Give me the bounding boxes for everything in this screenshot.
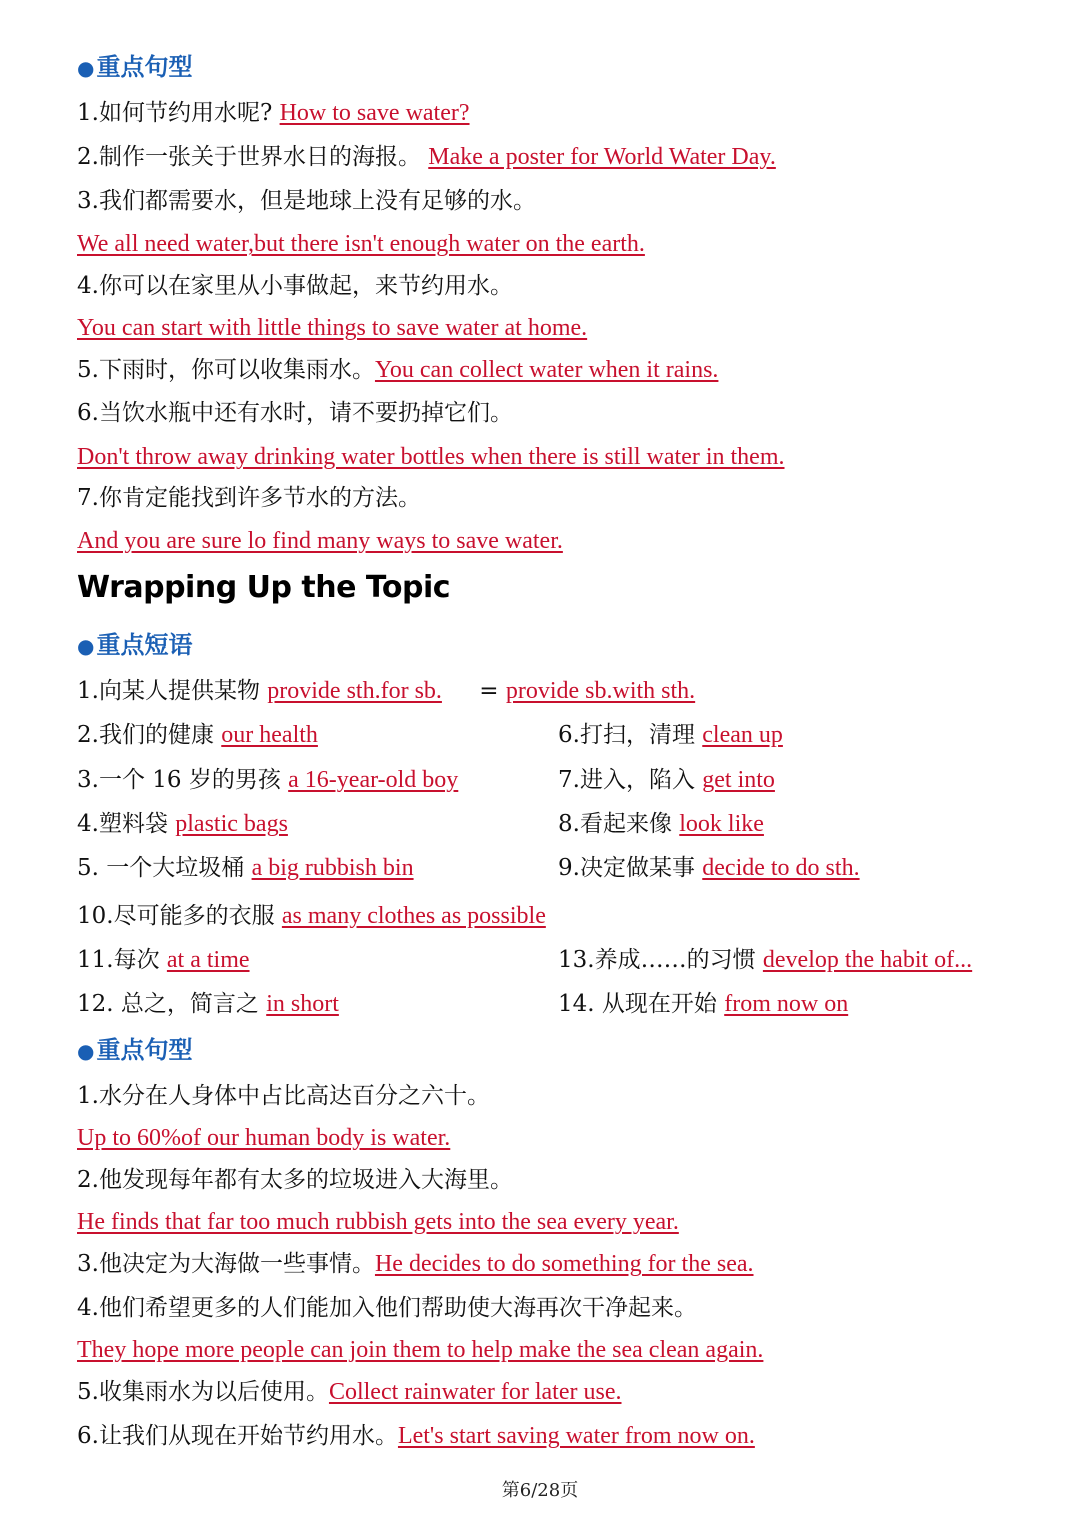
zh-text: 11.每次 xyxy=(77,947,160,973)
en-answer: look like xyxy=(679,811,764,837)
en-answer: He decides to do something for the sea. xyxy=(374,1251,754,1277)
en-answer: We all need water,but there isn't enough water on the earth. xyxy=(77,231,645,257)
en-answer: You can start with little things to save water at home. xyxy=(77,315,588,341)
zh-text: 12. 总之，简言之 xyxy=(77,991,259,1017)
bullet-icon: ● xyxy=(77,1039,95,1063)
en-answer: develop the habit of... xyxy=(762,947,973,973)
sentence-answer xyxy=(77,442,785,472)
en-answer: He finds that far too much rubbish gets into the sea every year. xyxy=(77,1209,679,1235)
zh-text: 10.尽可能多的衣服 xyxy=(77,903,275,929)
phrase-item xyxy=(77,989,339,1019)
en-answer: provide sb.with sth. xyxy=(505,678,696,704)
sentence-item xyxy=(77,1293,697,1323)
heading-text: 重点句型 xyxy=(96,1036,193,1064)
zh-text: 3.他决定为大海做一些事情。 xyxy=(77,1251,375,1277)
en-answer: Up to 60%of our human body is water. xyxy=(77,1125,451,1151)
zh-text: 2.我们的健康 xyxy=(77,722,214,748)
phrase-item xyxy=(77,945,250,975)
en-answer: our health xyxy=(221,722,318,748)
phrase-item xyxy=(558,765,775,795)
en-answer: How to save water? xyxy=(279,100,470,126)
sentence-answer xyxy=(77,229,645,259)
zh-text: 7.你肯定能找到许多节水的方法。 xyxy=(77,485,421,511)
zh-text: 1.向某人提供某物 xyxy=(77,678,260,704)
phrase-item xyxy=(558,853,860,883)
sentence-item xyxy=(77,1081,490,1111)
sentence-item xyxy=(77,1377,622,1407)
phrase-item xyxy=(558,720,783,750)
zh-text: 14. 从现在开始 xyxy=(558,991,717,1017)
section-heading xyxy=(77,630,192,661)
topic-title: Wrapping Up the Topic xyxy=(77,570,451,605)
zh-text: 2.他发现每年都有太多的垃圾进入大海里。 xyxy=(77,1167,513,1193)
sentence-answer xyxy=(77,1207,679,1237)
bullet-icon: ● xyxy=(77,56,95,80)
en-answer: in short xyxy=(266,991,339,1017)
zh-text: 6.打扫，清理 xyxy=(558,722,695,748)
sentence-item xyxy=(77,271,513,301)
sentence-answer xyxy=(77,1335,763,1365)
sentence-item xyxy=(77,186,536,216)
sentence-item xyxy=(77,398,513,428)
phrase-item xyxy=(77,853,414,883)
sentence-item xyxy=(77,483,421,513)
en-answer: Don't throw away drinking water bottles when there is still water in them. xyxy=(77,444,785,470)
en-answer: clean up xyxy=(702,722,783,748)
phrase-item xyxy=(558,809,764,839)
zh-text: 5.下雨时，你可以收集雨水。 xyxy=(77,357,375,383)
en-answer: at a time xyxy=(166,947,250,973)
sentence-item xyxy=(77,1165,513,1195)
zh-text: 6.当饮水瓶中还有水时，请不要扔掉它们。 xyxy=(77,400,513,426)
sentence-item xyxy=(77,1421,755,1451)
phrase-item xyxy=(558,945,972,975)
zh-text: 5.收集雨水为以后使用。 xyxy=(77,1379,329,1405)
en-answer: You can collect water when it rains. xyxy=(374,357,719,383)
sentence-answer xyxy=(77,1123,450,1153)
sentence-answer xyxy=(77,313,587,343)
zh-text: 9.决定做某事 xyxy=(558,855,695,881)
en-answer: And you are sure lo find many ways to save water. xyxy=(77,528,563,554)
zh-text: 3.一个 16 岁的男孩 xyxy=(77,767,281,793)
sentence-item xyxy=(77,355,718,385)
phrase-item xyxy=(77,676,695,706)
heading-text: 重点短语 xyxy=(96,631,193,659)
en-answer: Collect rainwater for later use. xyxy=(328,1379,622,1405)
phrase-item xyxy=(77,720,318,750)
zh-text: 2.制作一张关于世界水日的海报。 xyxy=(77,144,421,170)
zh-text: 5. 一个大垃圾桶 xyxy=(77,855,245,881)
en-answer: from now on xyxy=(724,991,849,1017)
zh-text: 8.看起来像 xyxy=(558,811,672,837)
zh-text: 1.水分在人身体中占比高达百分之六十。 xyxy=(77,1083,490,1109)
en-answer: plastic bags xyxy=(175,811,288,837)
en-answer: get into xyxy=(702,767,775,793)
zh-text: 4.塑料袋 xyxy=(77,811,168,837)
en-answer: decide to do sth. xyxy=(702,855,860,881)
phrase-item xyxy=(77,809,288,839)
section-heading xyxy=(77,1035,192,1066)
en-answer: They hope more people can join them to help make the sea clean again. xyxy=(77,1337,764,1363)
en-answer: Make a poster for World Water Day. xyxy=(428,144,776,170)
sentence-item xyxy=(77,98,470,128)
zh-text: 3.我们都需要水，但是地球上没有足够的水。 xyxy=(77,188,536,214)
page-number: 第6/28页 xyxy=(501,1480,579,1501)
phrase-item xyxy=(77,765,458,795)
en-answer: provide sth.for sb. xyxy=(267,678,442,704)
section-heading xyxy=(77,52,192,83)
en-answer: a 16-year-old boy xyxy=(288,767,459,793)
en-answer: Let's start saving water from now on. xyxy=(397,1423,755,1449)
zh-text: 13.养成……的习惯 xyxy=(558,947,756,973)
sentence-item xyxy=(77,142,776,172)
bullet-icon: ● xyxy=(77,634,95,658)
zh-text: 1.如何节约用水呢? xyxy=(77,100,273,126)
zh-text: 7.进入，陷入 xyxy=(558,767,695,793)
heading-text: 重点句型 xyxy=(96,53,193,81)
zh-text: 4.他们希望更多的人们能加入他们帮助使大海再次干净起来。 xyxy=(77,1295,697,1321)
sentence-answer xyxy=(77,526,563,556)
en-answer: as many clothes as possible xyxy=(281,903,546,929)
phrase-item xyxy=(77,901,546,931)
en-answer: a big rubbish bin xyxy=(251,855,414,881)
zh-text: 6.让我们从现在开始节约用水。 xyxy=(77,1423,398,1449)
zh-text: 4.你可以在家里从小事做起，来节约用水。 xyxy=(77,273,513,299)
sentence-item xyxy=(77,1249,754,1279)
equals-sign: = xyxy=(479,678,499,704)
phrase-item xyxy=(558,989,848,1019)
